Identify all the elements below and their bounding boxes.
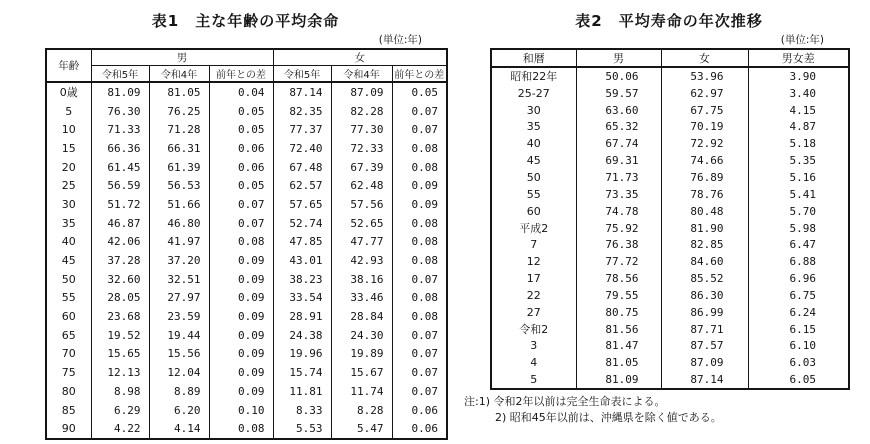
diff-value-cell: 4.87 [748,119,849,136]
table1-row [46,307,447,326]
value-cell: 77.37 [273,120,331,139]
age-cell: 85 [46,401,91,420]
value-cell: 77.30 [331,120,392,139]
value-cell: 82.28 [331,102,392,121]
female-value-cell: 86.99 [661,304,748,321]
table2-row [491,304,849,321]
value-cell: 0.07 [392,270,447,289]
era-cell: 平成2 [491,220,576,237]
table1-section [45,10,446,440]
value-cell: 0.08 [392,307,447,326]
male-value-cell: 50.06 [576,67,661,85]
female-value-cell: 86.30 [661,287,748,304]
value-cell: 51.72 [91,195,149,214]
era-cell: 50 [491,169,576,186]
value-cell: 0.09 [209,382,273,401]
age-cell: 20 [46,158,91,177]
era-cell: 60 [491,203,576,220]
table2-section [464,10,848,426]
value-cell: 6.29 [91,401,149,420]
diff-value-cell: 6.75 [748,287,849,304]
table1-row [46,82,447,102]
value-cell: 0.09 [209,307,273,326]
value-cell: 87.09 [331,82,392,102]
female-value-cell: 62.97 [661,85,748,102]
value-cell: 76.25 [149,102,209,121]
table2-row [491,287,849,304]
age-cell: 15 [46,139,91,158]
value-cell: 15.74 [273,363,331,382]
male-value-cell: 81.05 [576,354,661,371]
value-cell: 0.08 [392,251,447,270]
value-cell: 46.87 [91,214,149,233]
male-value-cell: 81.56 [576,321,661,338]
value-cell: 43.01 [273,251,331,270]
table2-row [491,119,849,136]
value-cell: 15.67 [331,363,392,382]
table2-row [491,220,849,237]
table2-row [491,338,849,355]
table1-row [46,139,447,158]
table1-row [46,102,447,121]
value-cell: 28.91 [273,307,331,326]
male-value-cell: 74.78 [576,203,661,220]
age-cell: 0歳 [46,82,91,102]
female-value-cell: 84.60 [661,253,748,270]
age-cell: 25 [46,176,91,195]
diff-value-cell: 5.70 [748,203,849,220]
value-cell: 66.36 [91,139,149,158]
era-cell: 7 [491,236,576,253]
value-cell: 0.06 [392,401,447,420]
male-value-cell: 73.35 [576,186,661,203]
female-value-cell: 87.14 [661,371,748,389]
footnote-2: 2) 昭和45年以前は、沖縄県を除く値である。 [495,411,722,425]
table1-row [46,120,447,139]
value-cell: 0.05 [209,102,273,121]
age-cell: 50 [46,270,91,289]
value-cell: 19.44 [149,326,209,345]
age-cell: 5 [46,102,91,121]
value-cell: 8.28 [331,401,392,420]
table2-header-era: 和暦 [491,49,576,67]
male-value-cell: 65.32 [576,119,661,136]
diff-value-cell: 6.47 [748,236,849,253]
male-value-cell: 75.92 [576,220,661,237]
value-cell: 4.14 [149,419,209,439]
female-value-cell: 87.71 [661,321,748,338]
value-cell: 57.56 [331,195,392,214]
male-value-cell: 67.74 [576,135,661,152]
era-cell: 40 [491,135,576,152]
value-cell: 46.80 [149,214,209,233]
female-value-cell: 67.75 [661,102,748,119]
value-cell: 0.06 [209,158,273,177]
value-cell: 0.09 [209,363,273,382]
table2-row [491,135,849,152]
value-cell: 8.89 [149,382,209,401]
age-cell: 75 [46,363,91,382]
diff-value-cell: 6.05 [748,371,849,389]
footnotes [464,394,848,426]
male-value-cell: 78.56 [576,270,661,287]
age-cell: 90 [46,419,91,439]
age-cell: 65 [46,326,91,345]
era-cell: 昭和22年 [491,67,576,85]
table2-header-female: 女 [661,49,748,67]
value-cell: 0.09 [392,176,447,195]
value-cell: 0.09 [209,289,273,308]
diff-value-cell: 6.03 [748,354,849,371]
table1-row [46,233,447,252]
table1-row [46,363,447,382]
table1-row [46,401,447,420]
value-cell: 47.77 [331,233,392,252]
value-cell: 32.60 [91,270,149,289]
table1-unit-label: (単位:年) [378,34,422,46]
value-cell: 12.13 [91,363,149,382]
female-value-cell: 76.89 [661,169,748,186]
table1-header-male-group: 男 [91,49,273,66]
table2-row [491,67,849,85]
value-cell: 0.08 [392,214,447,233]
value-cell: 24.30 [331,326,392,345]
age-cell: 10 [46,120,91,139]
female-value-cell: 70.19 [661,119,748,136]
value-cell: 0.07 [392,326,447,345]
value-cell: 37.28 [91,251,149,270]
value-cell: 81.09 [91,82,149,102]
value-cell: 0.05 [209,176,273,195]
diff-value-cell: 5.18 [748,135,849,152]
age-cell: 30 [46,195,91,214]
table1-subheader-male-r5: 令和5年 [91,66,149,83]
value-cell: 0.08 [392,139,447,158]
diff-value-cell: 5.98 [748,220,849,237]
value-cell: 19.89 [331,345,392,364]
male-value-cell: 76.38 [576,236,661,253]
value-cell: 0.05 [209,120,273,139]
male-value-cell: 80.75 [576,304,661,321]
age-cell: 60 [46,307,91,326]
table2-row [491,186,849,203]
age-cell: 40 [46,233,91,252]
value-cell: 5.53 [273,419,331,439]
table1-row [46,345,447,364]
value-cell: 33.54 [273,289,331,308]
value-cell: 0.07 [209,195,273,214]
table1-title: 表1 主な年齢の平均余命 [151,12,340,30]
table1-row [46,251,447,270]
female-value-cell: 53.96 [661,67,748,85]
value-cell: 0.09 [209,270,273,289]
diff-value-cell: 3.90 [748,67,849,85]
table2-row [491,203,849,220]
value-cell: 28.84 [331,307,392,326]
value-cell: 12.04 [149,363,209,382]
value-cell: 71.28 [149,120,209,139]
female-value-cell: 87.09 [661,354,748,371]
era-cell: 35 [491,119,576,136]
value-cell: 67.48 [273,158,331,177]
value-cell: 82.35 [273,102,331,121]
value-cell: 0.08 [392,233,447,252]
table1-row [46,176,447,195]
value-cell: 27.97 [149,289,209,308]
table1-row [46,195,447,214]
value-cell: 15.65 [91,345,149,364]
value-cell: 38.23 [273,270,331,289]
value-cell: 0.06 [209,139,273,158]
value-cell: 76.30 [91,102,149,121]
era-cell: 3 [491,338,576,355]
value-cell: 66.31 [149,139,209,158]
table1-subheader-female-r5: 令和5年 [273,66,331,83]
diff-value-cell: 6.15 [748,321,849,338]
diff-value-cell: 6.96 [748,270,849,287]
value-cell: 0.07 [392,345,447,364]
value-cell: 56.53 [149,176,209,195]
value-cell: 0.08 [209,419,273,439]
diff-value-cell: 5.16 [748,169,849,186]
value-cell: 19.96 [273,345,331,364]
diff-value-cell: 5.35 [748,152,849,169]
male-value-cell: 77.72 [576,253,661,270]
female-value-cell: 82.85 [661,236,748,253]
value-cell: 62.57 [273,176,331,195]
era-cell: 22 [491,287,576,304]
table2-header-diff: 男女差 [748,49,849,67]
value-cell: 23.68 [91,307,149,326]
table2 [490,48,850,390]
value-cell: 72.40 [273,139,331,158]
value-cell: 71.33 [91,120,149,139]
value-cell: 11.74 [331,382,392,401]
value-cell: 0.07 [392,102,447,121]
value-cell: 0.07 [392,382,447,401]
diff-value-cell: 6.10 [748,338,849,355]
table1-subheader-male-diff: 前年との差 [209,66,273,83]
value-cell: 6.20 [149,401,209,420]
value-cell: 0.07 [209,214,273,233]
table1-row [46,419,447,439]
female-value-cell: 81.90 [661,220,748,237]
table1-row [46,382,447,401]
value-cell: 28.05 [91,289,149,308]
male-value-cell: 81.47 [576,338,661,355]
table1-subheader-female-r4: 令和4年 [331,66,392,83]
table1-subheader-male-r4: 令和4年 [149,66,209,83]
value-cell: 62.48 [331,176,392,195]
era-cell: 4 [491,354,576,371]
female-value-cell: 85.52 [661,270,748,287]
value-cell: 0.09 [209,345,273,364]
value-cell: 11.81 [273,382,331,401]
female-value-cell: 72.92 [661,135,748,152]
table2-row [491,270,849,287]
value-cell: 0.09 [209,251,273,270]
table2-row [491,152,849,169]
value-cell: 41.97 [149,233,209,252]
female-value-cell: 74.66 [661,152,748,169]
era-cell: 27 [491,304,576,321]
table2-row [491,321,849,338]
value-cell: 0.09 [209,326,273,345]
value-cell: 33.46 [331,289,392,308]
value-cell: 67.39 [331,158,392,177]
value-cell: 5.47 [331,419,392,439]
value-cell: 24.38 [273,326,331,345]
table1-row [46,158,447,177]
value-cell: 61.45 [91,158,149,177]
table1 [45,48,448,440]
diff-value-cell: 5.41 [748,186,849,203]
era-cell: 12 [491,253,576,270]
value-cell: 15.56 [149,345,209,364]
value-cell: 37.20 [149,251,209,270]
table2-row [491,102,849,119]
table1-header [46,49,447,82]
value-cell: 19.52 [91,326,149,345]
table2-body [491,67,849,389]
value-cell: 42.93 [331,251,392,270]
female-value-cell: 87.57 [661,338,748,355]
value-cell: 61.39 [149,158,209,177]
male-value-cell: 59.57 [576,85,661,102]
era-cell: 令和2 [491,321,576,338]
value-cell: 52.65 [331,214,392,233]
table2-row [491,236,849,253]
value-cell: 0.07 [392,363,447,382]
value-cell: 81.05 [149,82,209,102]
value-cell: 0.09 [392,195,447,214]
footnote-1: 注:1) 令和2年以前は完全生命表による。 [464,395,666,409]
male-value-cell: 69.31 [576,152,661,169]
diff-value-cell: 3.40 [748,85,849,102]
table2-row [491,85,849,102]
age-cell: 55 [46,289,91,308]
male-value-cell: 63.60 [576,102,661,119]
table2-header [491,49,849,67]
table2-row [491,253,849,270]
table2-row [491,354,849,371]
value-cell: 87.14 [273,82,331,102]
value-cell: 52.74 [273,214,331,233]
diff-value-cell: 6.24 [748,304,849,321]
era-cell: 45 [491,152,576,169]
male-value-cell: 71.73 [576,169,661,186]
table1-row [46,270,447,289]
value-cell: 42.06 [91,233,149,252]
value-cell: 0.07 [392,120,447,139]
value-cell: 72.33 [331,139,392,158]
age-cell: 70 [46,345,91,364]
era-cell: 17 [491,270,576,287]
value-cell: 23.59 [149,307,209,326]
value-cell: 0.04 [209,82,273,102]
value-cell: 0.08 [392,158,447,177]
male-value-cell: 79.55 [576,287,661,304]
table2-row [491,371,849,389]
value-cell: 0.06 [392,419,447,439]
table1-subheader-female-diff: 前年との差 [392,66,447,83]
value-cell: 0.08 [209,233,273,252]
value-cell: 0.08 [392,289,447,308]
era-cell: 25-27 [491,85,576,102]
value-cell: 8.98 [91,382,149,401]
age-cell: 35 [46,214,91,233]
table2-row [491,169,849,186]
age-cell: 80 [46,382,91,401]
female-value-cell: 78.76 [661,186,748,203]
male-value-cell: 81.09 [576,371,661,389]
value-cell: 0.10 [209,401,273,420]
value-cell: 0.05 [392,82,447,102]
table1-header-female-group: 女 [273,49,447,66]
diff-value-cell: 4.15 [748,102,849,119]
era-cell: 30 [491,102,576,119]
value-cell: 8.33 [273,401,331,420]
diff-value-cell: 6.88 [748,253,849,270]
era-cell: 5 [491,371,576,389]
value-cell: 38.16 [331,270,392,289]
table1-row [46,214,447,233]
table1-header-age: 年齢 [46,49,91,82]
table2-header-male: 男 [576,49,661,67]
value-cell: 56.59 [91,176,149,195]
value-cell: 4.22 [91,419,149,439]
table1-row [46,326,447,345]
female-value-cell: 80.48 [661,203,748,220]
era-cell: 55 [491,186,576,203]
value-cell: 47.85 [273,233,331,252]
table2-title: 表2 平均寿命の年次推移 [575,12,763,30]
table1-row [46,289,447,308]
table2-unit-label: (単位:年) [780,34,824,46]
value-cell: 32.51 [149,270,209,289]
value-cell: 51.66 [149,195,209,214]
value-cell: 57.65 [273,195,331,214]
table1-body [46,82,447,439]
age-cell: 45 [46,251,91,270]
